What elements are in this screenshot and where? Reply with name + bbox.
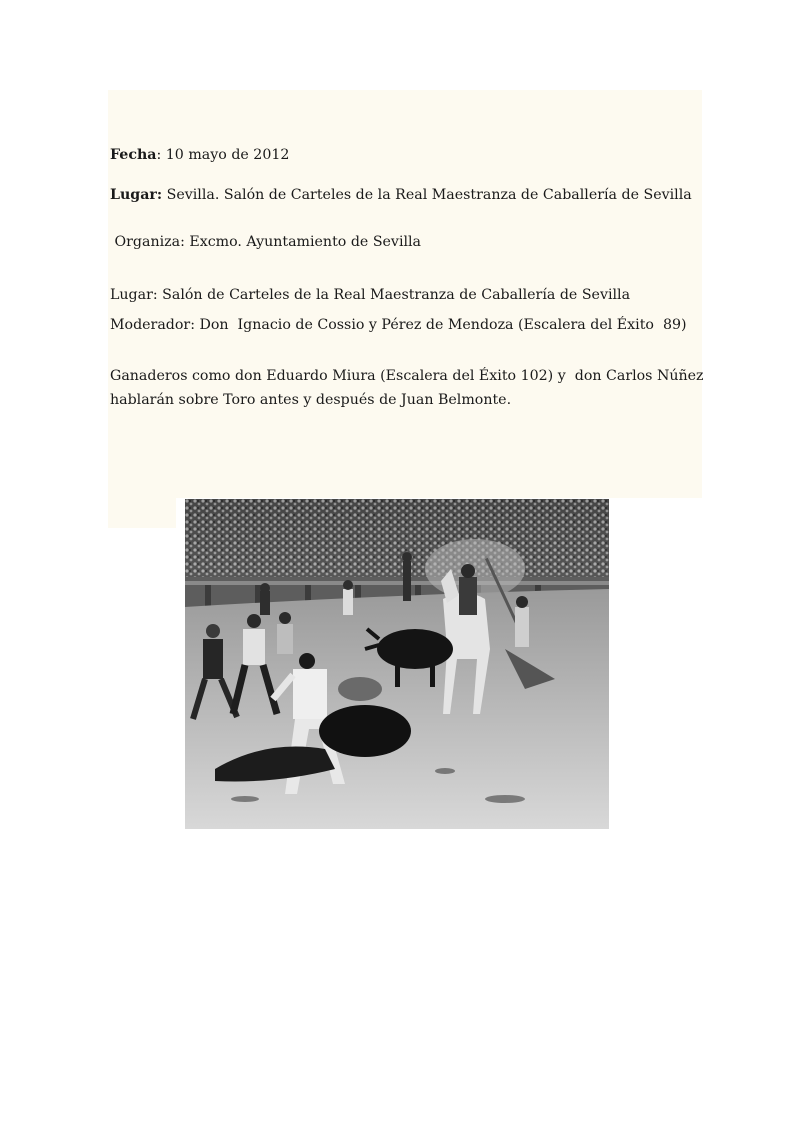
fecha-label: Fecha [110,147,157,163]
panel-background-tail [108,498,176,528]
lugar-value: Sevilla. Salón de Carteles de la Real Maestranza de Caballería de Sevilla [162,187,692,203]
ganaderos-line-1: Ganaderos como don Eduardo Miura (Escalera del Éxito 102) y don Carlos Núñez [110,368,704,384]
ganaderos-paragraph [110,364,704,412]
bullfight-photo-icon [185,499,609,829]
bullfight-photo [185,499,609,829]
lugar-label: Lugar: [110,187,163,203]
organiza-line: Organiza: Excmo. Ayuntamiento de Sevilla [110,234,422,250]
moderador-line: Moderador: Don Ignacio de Cossio y Pérez de Mendoza (Escalera del Éxito 89) [110,317,687,333]
lugar2-line: Lugar: Salón de Carteles de la Real Maestranza de Caballería de Sevilla [110,287,631,303]
fecha-value: : 10 mayo de 2012 [156,147,290,163]
ganaderos-line-2: hablarán sobre Toro antes y después de Juan Belmonte. [110,392,512,408]
fecha-line [110,145,289,165]
lugar-line [110,185,692,205]
